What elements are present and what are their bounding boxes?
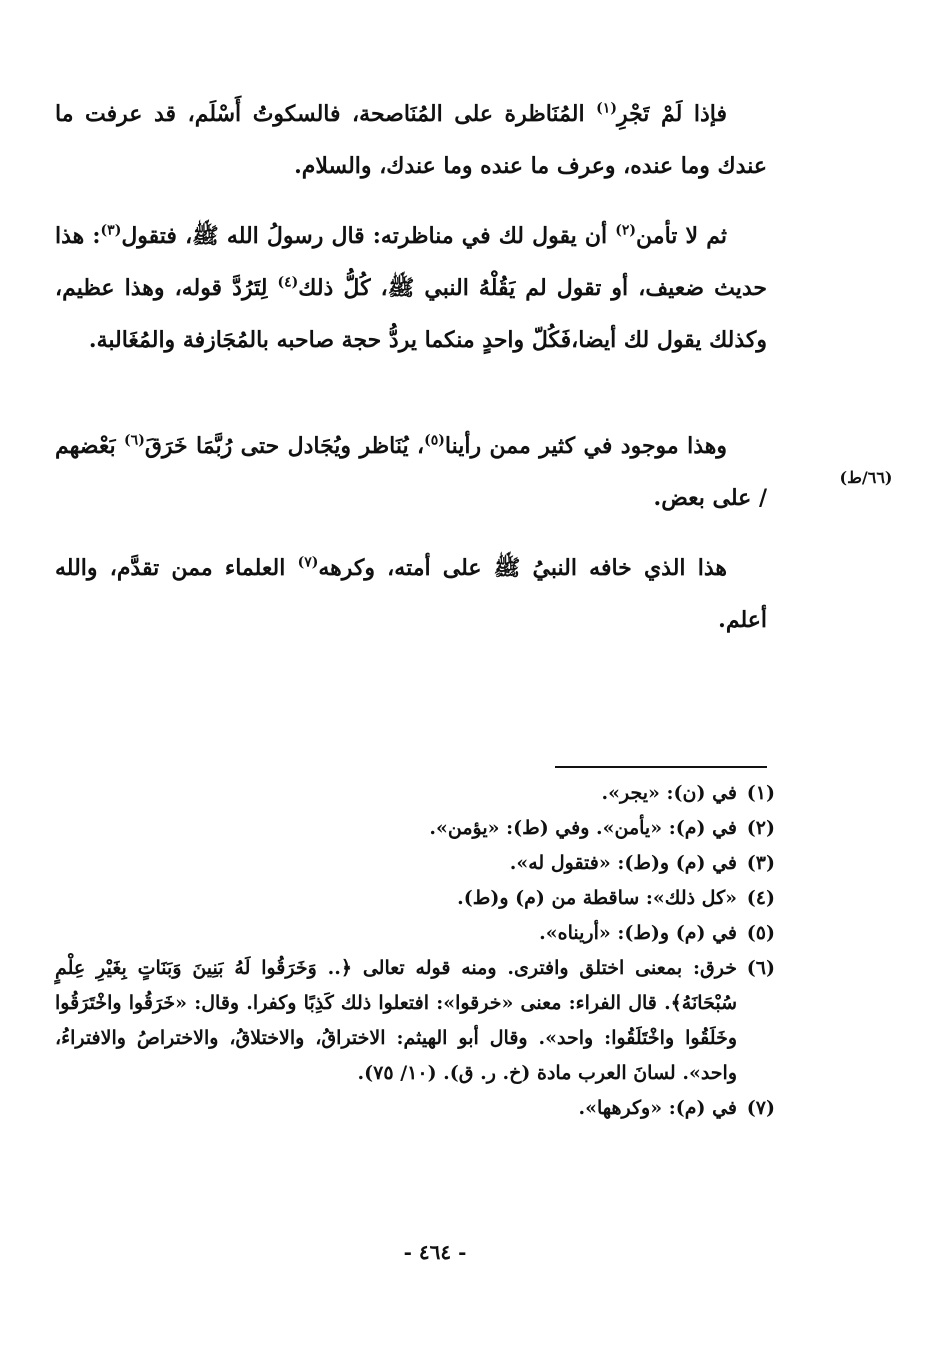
page-number: - ٤٦٤ - [403,1240,467,1264]
footnote-item [55,846,775,881]
footnote-text: في (م) و(ط): «أريناه». [539,922,737,944]
footnote-number: (٣) [746,852,775,874]
paragraph-text: هذا الذي خافه النبيُ ﷺ على أمته، وكرهه [318,555,728,581]
footnote-text: في (م) و(ط): «فتقول له». [509,852,737,874]
footnote-text: في (م): «وكرهها». [578,1097,737,1119]
footnote-number: (٧) [746,1097,775,1119]
paragraph-text: وهذا موجود في كثير ممن رأينا [444,433,728,459]
footnote-marker: (٦) [124,432,145,449]
paragraph-text: ثم لا تأمن [636,223,727,249]
footnote-number: (٥) [746,922,775,944]
footnote-marker: (٣) [100,222,122,239]
footnote-text: «كل ذلك»: ساقطة من (م) و(ط). [457,887,737,909]
footnote-number: (٤) [746,887,775,909]
body-paragraph-2 [55,210,767,366]
footnote-text: خرق: بمعنى اختلق وافترى. ومنه قوله تعالى ﴿.. وَخَرَقُوا لَهُ بَنِينَ وَبَنَاتٍ بِغَيْرِ عِلْمٍ سُبْحَانَهُ﴾. قال الفراء: معنى «خرقوا»: افتعلوا ذلك كَذِبًا وكفرا. وقال: «خَرَقُوا واخْتَرَقُوا وخَلَقُوا واخْتَلَقُوا: واحد». وقال أبو الهيثم: الاختراقُ، والاختلاقُ، والاختراصُ والافتراءُ، واحد». لسانَ العرب مادة (خ. ر. ق). (١٠/ ٧٥). [55,957,737,1084]
footnote-item [55,951,775,1091]
paragraph-text: لِتَرُدَّ قوله، وهذا عظيم، وكذلك يقول لك أيضا،فَكُلّ واحدٍ منكما يردُّ حجة صاحبه بالمُجَازفة والمُغَالبة. [55,275,767,353]
footnote-marker: (٧) [297,554,319,571]
paragraph-text: فإذا لَمْ تَجْرِ [616,101,727,127]
footnote-marker: (١) [596,100,617,117]
footnote-item [55,916,775,951]
footnote-text: في (ن): «يجر». [601,782,737,804]
footnotes-section [55,776,775,1126]
footnote-number: (٦) [746,957,775,979]
paragraph-text: المُنَاظرة على المُنَاصحة، فالسكوتُ أَسْلَم، قد عرفت ما عندك وما عنده، وعرف ما عنده وما عندك، والسلام. [55,101,767,179]
footnote-item [55,811,775,846]
manuscript-folio-reference: (٦٦/ط) [839,468,893,487]
footnote-marker: (٥) [424,432,445,449]
footnote-marker: (٤) [277,274,299,291]
paragraph-text: أن يقول لك في مناظرته: قال رسولُ الله ﷺ، فتقول [121,223,616,249]
footnote-item [55,1091,775,1126]
body-paragraph-1 [55,88,767,192]
footnote-separator-line [555,766,767,768]
body-paragraph-3 [55,420,767,524]
paragraph-text: : هذا حديث ضعيف، أو تقول لم يَقُلْهُ النبي ﷺ، كُلُّ ذلك [55,223,767,301]
paragraph-text: ، يُنَاظر ويُجَادل حتى رُبَّمَا خَرَقَ [144,433,425,459]
footnote-item [55,776,775,811]
footnote-number: (١) [746,782,775,804]
paragraph-text: بَعْضهم / على بعض. [55,433,767,511]
footnote-number: (٢) [746,817,775,839]
footnote-text: في (م): «يأمن». وفي (ط): «يؤمن». [429,817,737,839]
footnote-marker: (٢) [615,222,637,239]
paragraph-text: العلماء ممن تقدَّم، والله أعلم. [55,555,767,633]
body-paragraph-4 [55,542,767,646]
footnote-item [55,881,775,916]
